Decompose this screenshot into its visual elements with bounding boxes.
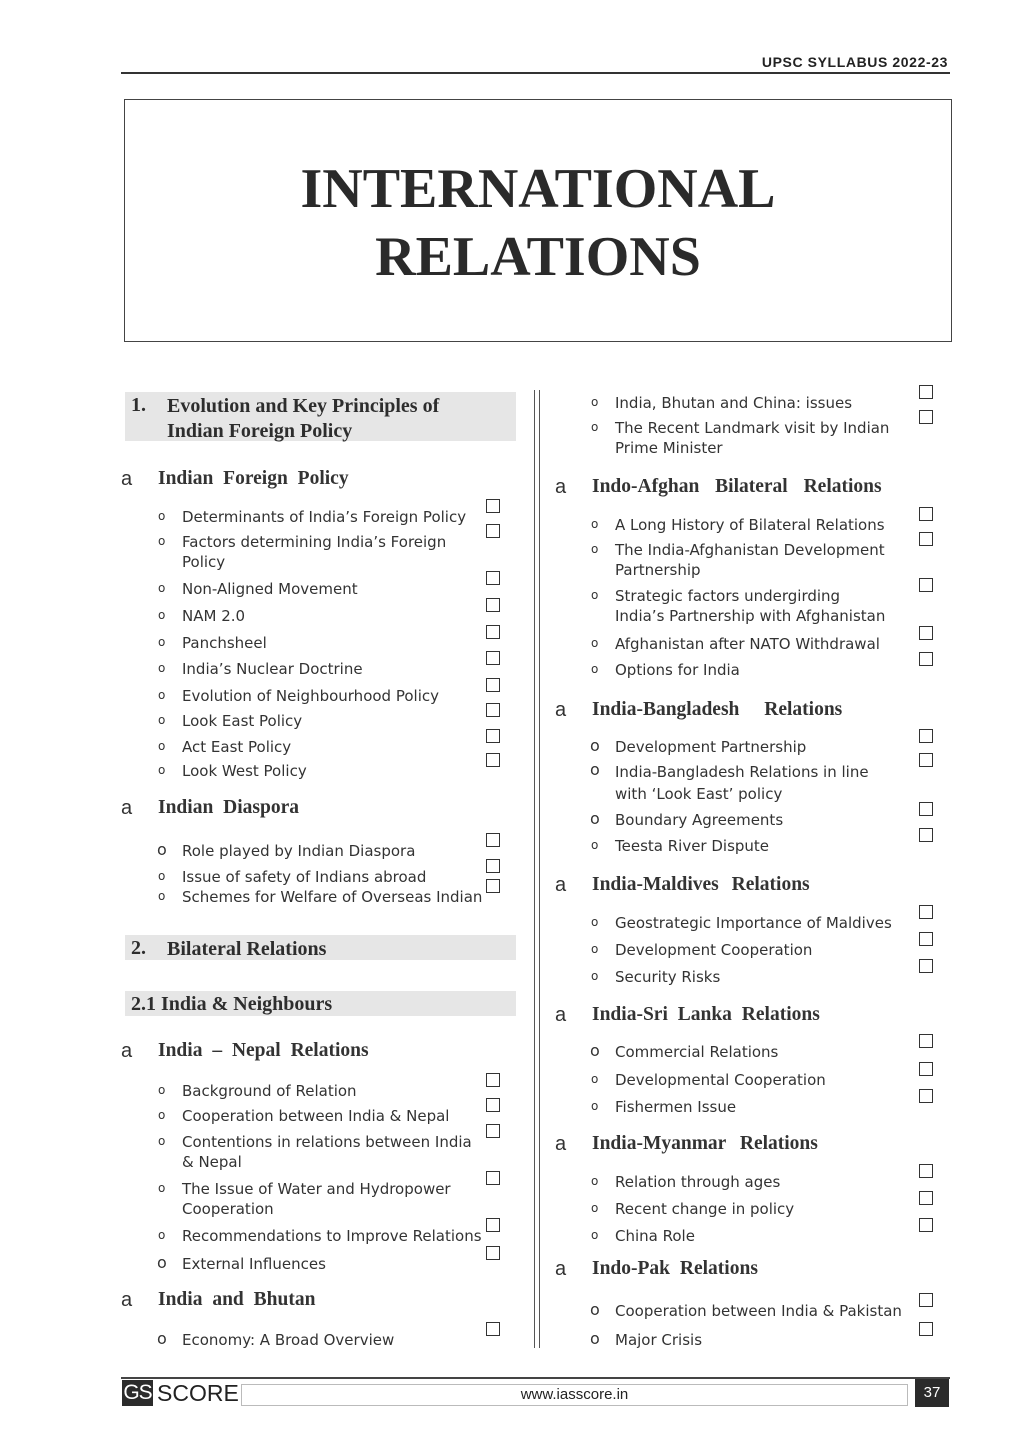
item-label: China Role [615, 1227, 695, 1245]
checkbox[interactable] [486, 703, 500, 717]
item-label: Issue of safety of Indians abroad [182, 868, 427, 886]
checkbox[interactable] [919, 905, 933, 919]
bullet-marker: o [158, 581, 166, 595]
item-label: Commercial Relations [615, 1043, 779, 1061]
checkbox[interactable] [919, 410, 933, 424]
subhead-marker: a [121, 1040, 133, 1062]
checkbox[interactable] [919, 932, 933, 946]
item-label: Look East Policy [182, 712, 303, 730]
bullet-marker: o [591, 636, 599, 650]
checkbox[interactable] [919, 652, 933, 666]
bullet-marker: o [158, 889, 166, 903]
checkbox[interactable] [919, 1089, 933, 1103]
logo-score: SCORE [157, 1380, 239, 1406]
bullet-marker: o [158, 608, 166, 622]
bullet-marker: o [158, 1083, 166, 1097]
bullet-marker: o [590, 1329, 600, 1348]
bullet-marker: o [591, 969, 599, 983]
item-label: External Influences [182, 1255, 326, 1273]
item-label: Strategic factors undergirding India’s Partnership with Afghanistan [615, 587, 886, 625]
item-label: Teesta River Dispute [615, 837, 770, 855]
item-label: India-Sri Lanka Relations [592, 1004, 820, 1025]
checkbox[interactable] [919, 1191, 933, 1205]
section-2-number: 2. [131, 937, 146, 959]
item-label: Developmental Cooperation [615, 1071, 826, 1089]
item-label: India-Myanmar Relations [592, 1133, 818, 1154]
checkbox[interactable] [486, 571, 500, 585]
bullet-marker: o [158, 1228, 166, 1242]
title-box [124, 99, 952, 342]
bullet-marker: o [157, 1253, 167, 1272]
bullet-marker: o [157, 1329, 167, 1348]
subhead-marker: a [555, 476, 567, 498]
subhead-marker: a [121, 797, 133, 819]
item-label: The Issue of Water and Hydropower Cooperation [182, 1180, 451, 1218]
checkbox[interactable] [486, 499, 500, 513]
section-1-title: Evolution and Key Principles of Indian Foreign Policy [167, 395, 440, 442]
bullet-marker: o [158, 688, 166, 702]
bullet-marker: o [158, 739, 166, 753]
checkbox[interactable] [919, 626, 933, 640]
item-label: Look West Policy [182, 762, 307, 780]
bullet-marker: o [158, 1181, 166, 1195]
item-label: Fishermen Issue [615, 1098, 737, 1116]
item-label: Schemes for Welfare of Overseas Indian [182, 888, 483, 906]
checkbox[interactable] [486, 1246, 500, 1260]
checkbox[interactable] [486, 625, 500, 639]
bullet-marker: o [590, 760, 600, 779]
bullet-marker: o [158, 509, 166, 523]
checkbox[interactable] [486, 651, 500, 665]
item-label: Cooperation between India & Nepal [182, 1107, 450, 1125]
checkbox[interactable] [919, 802, 933, 816]
column-divider [534, 390, 540, 1348]
checkbox[interactable] [486, 598, 500, 612]
section-1-number: 1. [131, 394, 146, 416]
item-label: Major Crisis [615, 1331, 703, 1349]
checkbox[interactable] [919, 1062, 933, 1076]
item-label: Determinants of India’s Foreign Policy [182, 508, 467, 526]
bullet-marker: o [591, 542, 599, 556]
checkbox[interactable] [486, 729, 500, 743]
bullet-marker: o [158, 635, 166, 649]
bullet-marker: o [591, 1201, 599, 1215]
checkbox[interactable] [919, 1218, 933, 1232]
section-2-1-title: 2.1 India & Neighbours [131, 993, 333, 1015]
item-label: Act East Policy [182, 738, 292, 756]
checkbox[interactable] [919, 1164, 933, 1178]
bullet-marker: o [591, 1174, 599, 1188]
checkbox[interactable] [486, 879, 500, 893]
checkbox[interactable] [919, 1034, 933, 1048]
checkbox[interactable] [486, 1322, 500, 1336]
title-line-1: INTERNATIONAL [300, 158, 776, 220]
bullet-marker: o [158, 1108, 166, 1122]
syllabus-label: UPSC SYLLABUS 2022-23 [761, 54, 948, 70]
bullet-marker: o [591, 662, 599, 676]
item-label: Development Cooperation [615, 941, 813, 959]
checkbox[interactable] [486, 1098, 500, 1112]
checkbox[interactable] [486, 524, 500, 538]
bullet-marker: o [591, 395, 599, 409]
bullet-marker: o [591, 1099, 599, 1113]
page-title [125, 155, 951, 291]
website-url[interactable]: www.iasscore.in [241, 1384, 908, 1406]
subhead-marker: a [555, 1004, 567, 1026]
subhead-marker: a [555, 1133, 567, 1155]
item-label: India and Bhutan [158, 1289, 316, 1310]
item-label: India’s Nuclear Doctrine [182, 660, 363, 678]
checkbox[interactable] [919, 507, 933, 521]
checkbox[interactable] [919, 1293, 933, 1307]
item-label: Indian Foreign Policy [158, 468, 349, 489]
item-label: India-Maldives Relations [592, 874, 810, 895]
bullet-marker: o [158, 661, 166, 675]
section-1-heading [125, 392, 516, 441]
page-header [121, 52, 950, 74]
checkbox[interactable] [919, 959, 933, 973]
checkbox[interactable] [486, 678, 500, 692]
logo-gs: GS [123, 1381, 152, 1404]
checkbox[interactable] [486, 1124, 500, 1138]
footer-rule [121, 1377, 950, 1379]
bullet-marker: o [590, 736, 600, 755]
item-label: NAM 2.0 [182, 607, 246, 625]
bullet-marker: o [591, 1072, 599, 1086]
item-label: The India-Afghanistan Development Partnership [615, 541, 885, 579]
item-label: Role played by Indian Diaspora [182, 842, 416, 860]
bullet-marker: o [591, 942, 599, 956]
bullet-marker: o [590, 1300, 600, 1319]
item-label: Afghanistan after NATO Withdrawal [615, 635, 880, 653]
item-label: Cooperation between India & Pakistan [615, 1302, 902, 1320]
subhead-marker: a [555, 1258, 567, 1280]
checkbox[interactable] [486, 1218, 500, 1232]
section-2-1-heading [125, 991, 516, 1016]
checkbox[interactable] [919, 729, 933, 743]
checkbox[interactable] [486, 1073, 500, 1087]
bullet-marker: o [591, 517, 599, 531]
page-number: 37 [915, 1379, 949, 1407]
subhead-marker: a [555, 699, 567, 721]
item-label: Contentions in relations between India & Nepal [182, 1133, 472, 1171]
item-label: A Long History of Bilateral Relations [615, 516, 885, 534]
checkbox[interactable] [486, 753, 500, 767]
title-line-2: RELATIONS [375, 226, 701, 288]
item-label: Factors determining India’s Foreign Policy [182, 533, 447, 571]
item-label: Development Partnership [615, 738, 807, 756]
section-2-title: Bilateral Relations [167, 938, 327, 960]
item-label: India – Nepal Relations [158, 1040, 369, 1061]
checkbox[interactable] [919, 532, 933, 546]
item-label: Economy: A Broad Overview [182, 1331, 395, 1349]
subhead-marker: a [555, 874, 567, 896]
checkbox[interactable] [486, 1171, 500, 1185]
item-label: Non-Aligned Movement [182, 580, 358, 598]
item-label: The Recent Landmark visit by Indian Prime Minister [615, 419, 890, 457]
checkbox[interactable] [919, 828, 933, 842]
subhead-marker: a [121, 468, 133, 490]
item-label: Panchsheel [182, 634, 267, 652]
subhead-marker: a [121, 1289, 133, 1311]
item-label: Geostrategic Importance of Maldives [615, 914, 892, 932]
bullet-marker: o [158, 763, 166, 777]
item-label: India, Bhutan and China: issues [615, 394, 853, 412]
bullet-marker: o [158, 713, 166, 727]
item-label: Background of Relation [182, 1082, 357, 1100]
checkbox[interactable] [919, 578, 933, 592]
item-label: Indian Diaspora [158, 797, 300, 818]
bullet-marker: o [590, 809, 600, 828]
bullet-marker: o [158, 869, 166, 883]
checkbox[interactable] [486, 859, 500, 873]
bullet-marker: o [590, 1041, 600, 1060]
item-label: India-Bangladesh Relations in line with ‘Look East’ policy [615, 763, 869, 803]
item-label: Indo-Pak Relations [592, 1258, 758, 1279]
item-label: Evolution of Neighbourhood Policy [182, 687, 439, 705]
item-label: Boundary Agreements [615, 811, 784, 829]
item-label: Indo-Afghan Bilateral Relations [592, 476, 882, 497]
bullet-marker: o [591, 915, 599, 929]
item-label: Recommendations to Improve Relations [182, 1227, 482, 1245]
bullet-marker: o [591, 420, 599, 434]
checkbox[interactable] [919, 1322, 933, 1336]
checkbox[interactable] [919, 385, 933, 399]
bullet-marker: o [591, 588, 599, 602]
bullet-marker: o [591, 1228, 599, 1242]
bullet-marker: o [158, 1134, 166, 1148]
item-label: India-Bangladesh Relations [592, 699, 843, 720]
checkbox[interactable] [919, 753, 933, 767]
section-2-heading [125, 935, 516, 960]
bullet-marker: o [157, 840, 167, 859]
item-label: Recent change in policy [615, 1200, 795, 1218]
checkbox[interactable] [486, 833, 500, 847]
item-label: Options for India [615, 661, 740, 679]
item-label: Relation through ages [615, 1173, 781, 1191]
bullet-marker: o [591, 838, 599, 852]
item-label: Security Risks [615, 968, 721, 986]
bullet-marker: o [158, 534, 166, 548]
